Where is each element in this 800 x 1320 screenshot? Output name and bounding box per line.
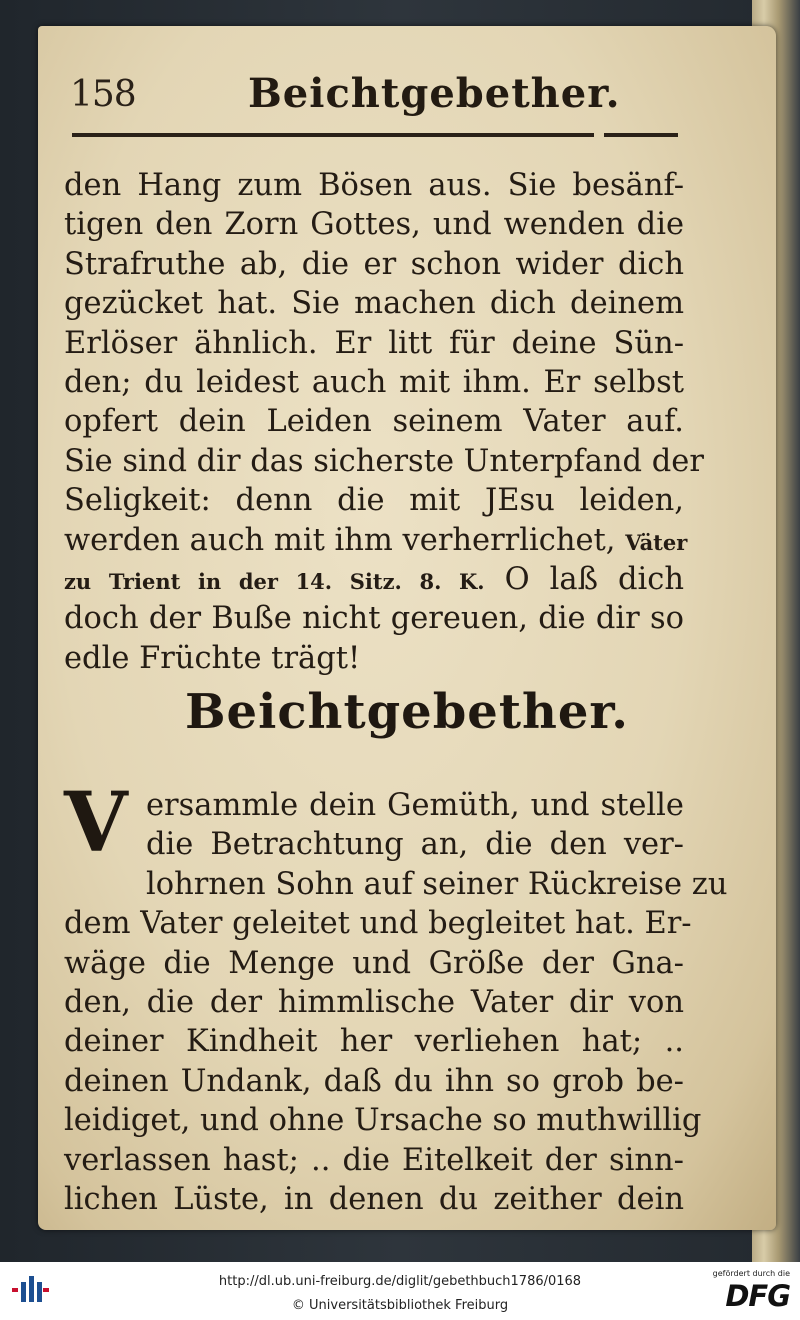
text-line: dem Vater geleitet und begleitet hat. Er-	[64, 906, 692, 942]
drop-cap: V	[64, 775, 128, 871]
text-line: gezücket hat. Sie machen dich deinem	[64, 286, 684, 322]
text-line: lichen Lüste, in denen du zeither dein	[64, 1181, 684, 1217]
running-head: Beichtgebether.	[248, 70, 621, 117]
text-segment: werden auch mit ihm verherrlichet,	[64, 522, 616, 558]
text-line: verlassen hast; .. die Eitelkeit der sinn-	[64, 1142, 684, 1178]
section-heading: Beichtgebether.	[184, 684, 630, 740]
text-segment: O laß dich	[504, 561, 684, 597]
book-page	[38, 26, 776, 1230]
copyright-notice: © Universitätsbibliothek Freiburg	[291, 1298, 509, 1313]
header-rule-gap	[594, 132, 604, 138]
text-line	[64, 521, 688, 560]
text-line: opfert dein Leiden seinem Vater auf.	[64, 404, 684, 440]
text-line: lohrnen Sohn auf seiner Rückreise zu	[146, 866, 728, 902]
text-line: wäge die Menge und Größe der Gna-	[64, 945, 684, 981]
text-line: den, die der himmlische Vater dir von	[64, 984, 684, 1020]
permalink[interactable]: http://dl.ub.uni-freiburg.de/diglit/gebethbuch1786/0168	[218, 1274, 582, 1289]
text-line: die Betrachtung an, die den ver-	[146, 827, 684, 863]
header-rule	[72, 133, 678, 137]
text-line: den Hang zum Bösen aus. Sie besänf-	[64, 168, 684, 203]
text-line: Strafruthe ab, die er schon wider dich	[64, 246, 684, 282]
text-line: leidiget, und ohne Ursache so muthwillig	[64, 1103, 702, 1139]
funding-note: gefördert durch die	[712, 1269, 790, 1278]
text-line: Seligkeit: denn die mit JEsu leiden,	[64, 483, 684, 519]
text-line: Sie sind dir das sicherste Unterpfand der	[64, 443, 704, 479]
text-line: ersammle dein Gemüth, und stelle	[146, 788, 684, 823]
text-line: deinen Undank, daß du ihn so grob be-	[64, 1063, 684, 1099]
paragraph-continued	[64, 166, 704, 678]
page-header	[70, 68, 680, 124]
page-number: 158	[70, 74, 136, 115]
text-line: Erlöser ähnlich. Er litt für deine Sün-	[64, 325, 684, 361]
text-line: den; du leidest auch mit ihm. Er selbst	[64, 364, 684, 400]
dfg-logo: DFG	[725, 1279, 790, 1313]
text-line	[64, 560, 684, 599]
text-line: tigen den Zorn Gottes, und wenden die	[64, 207, 684, 243]
viewer-footer	[0, 1262, 800, 1320]
citation-reference: zu Trient in der 14. Sitz. 8. K.	[64, 568, 485, 594]
text-line: edle Früchte trägt!	[64, 640, 361, 676]
citation-reference: Väter	[625, 529, 688, 555]
text-line: deiner Kindheit her verliehen hat; ..	[64, 1024, 684, 1060]
paragraph-prayer	[64, 775, 728, 1219]
text-line: doch der Buße nicht gereuen, die dir so	[64, 601, 684, 637]
